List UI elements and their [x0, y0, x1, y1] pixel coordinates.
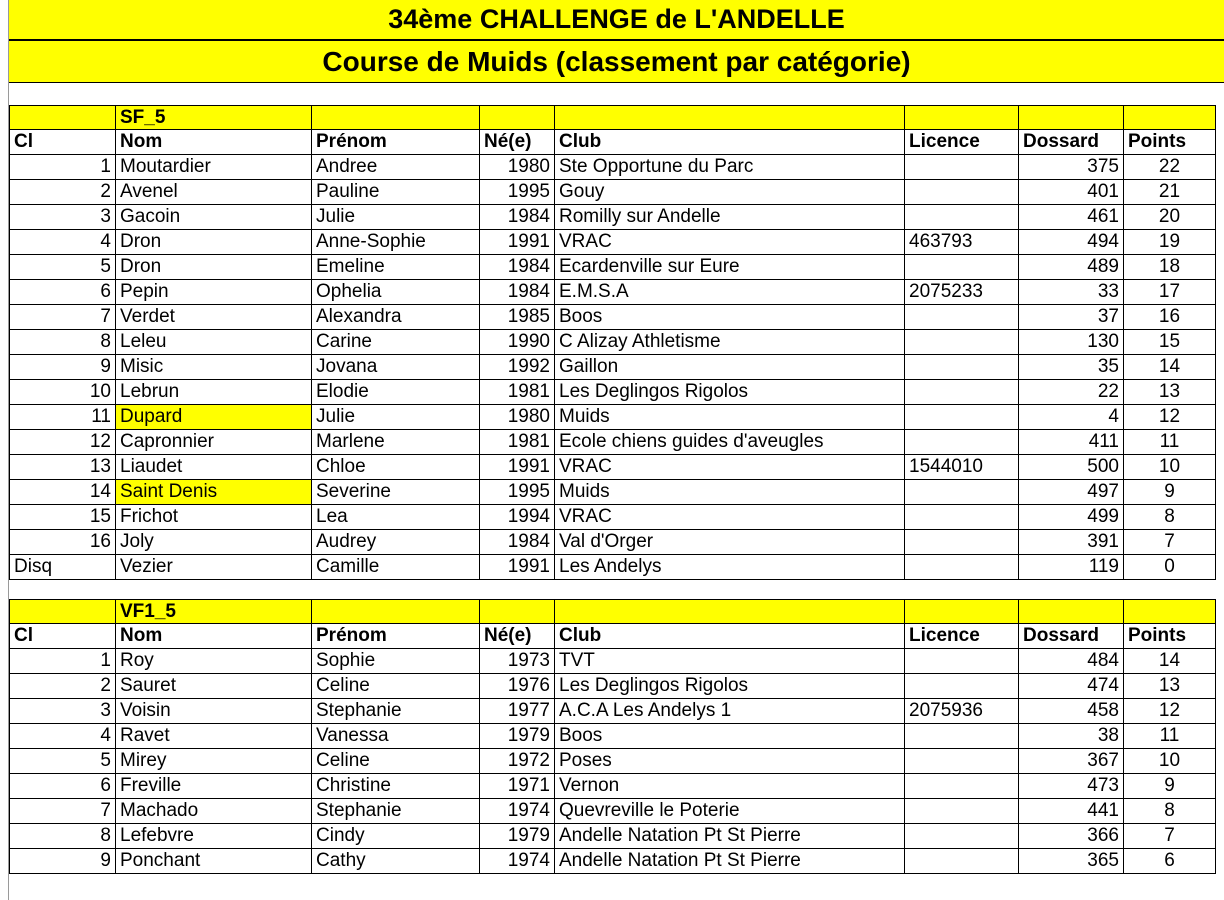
- page-subtitle[interactable]: Course de Muids (classement par catégorie): [9, 41, 1224, 83]
- cell-points[interactable]: 12: [1124, 699, 1216, 724]
- cell-licence[interactable]: [905, 380, 1019, 405]
- cell-prenom[interactable]: Lea: [312, 505, 480, 530]
- cell-nom[interactable]: Liaudet: [116, 455, 312, 480]
- cell-points[interactable]: 8: [1124, 799, 1216, 824]
- cell-dossard[interactable]: 473: [1019, 774, 1124, 799]
- table-row: [10, 180, 1216, 205]
- cell-nom[interactable]: Leleu: [116, 330, 312, 355]
- cell-licence[interactable]: [905, 724, 1019, 749]
- blank-row[interactable]: [9, 83, 1224, 105]
- table-row: [10, 674, 1216, 699]
- header-prenom[interactable]: Prénom: [312, 624, 480, 649]
- cell-cl[interactable]: 8: [10, 824, 116, 849]
- cell-points[interactable]: 0: [1124, 555, 1216, 580]
- cell-nom[interactable]: Dron: [116, 230, 312, 255]
- cell-cl[interactable]: 5: [10, 749, 116, 774]
- header-dossard[interactable]: Dossard: [1019, 624, 1124, 649]
- cell-ne[interactable]: 1990: [480, 330, 555, 355]
- table-row: [10, 430, 1216, 455]
- results-table: [9, 105, 1216, 580]
- table-row: [10, 649, 1216, 674]
- cell-cl[interactable]: 1: [10, 649, 116, 674]
- header-licence[interactable]: Licence: [905, 130, 1019, 155]
- cell-nom[interactable]: Avenel: [116, 180, 312, 205]
- cell-club[interactable]: Andelle Natation Pt St Pierre: [555, 824, 905, 849]
- cell-ne[interactable]: 1973: [480, 649, 555, 674]
- table-row: [10, 205, 1216, 230]
- cell-dossard[interactable]: 366: [1019, 824, 1124, 849]
- cell-licence[interactable]: [905, 405, 1019, 430]
- cell-nom[interactable]: Saint Denis: [116, 480, 312, 505]
- cell-prenom[interactable]: Emeline: [312, 255, 480, 280]
- cell-ne[interactable]: 1991: [480, 555, 555, 580]
- cell-club[interactable]: Muids: [555, 405, 905, 430]
- cell-club[interactable]: Boos: [555, 724, 905, 749]
- cell-cl[interactable]: 4: [10, 230, 116, 255]
- category-cell[interactable]: [905, 600, 1019, 624]
- cell-points[interactable]: 10: [1124, 455, 1216, 480]
- header-row: [10, 624, 1216, 649]
- cell-club[interactable]: Gouy: [555, 180, 905, 205]
- cell-prenom[interactable]: Camille: [312, 555, 480, 580]
- header-club[interactable]: Club: [555, 130, 905, 155]
- cell-nom[interactable]: Misic: [116, 355, 312, 380]
- cell-dossard[interactable]: 401: [1019, 180, 1124, 205]
- cell-points[interactable]: 11: [1124, 430, 1216, 455]
- cell-nom[interactable]: Pepin: [116, 280, 312, 305]
- cell-points[interactable]: 20: [1124, 205, 1216, 230]
- table-row: [10, 230, 1216, 255]
- header-prenom[interactable]: Prénom: [312, 130, 480, 155]
- cell-club[interactable]: Ste Opportune du Parc: [555, 155, 905, 180]
- table-row: [10, 699, 1216, 724]
- cell-ne[interactable]: 1981: [480, 430, 555, 455]
- cell-club[interactable]: VRAC: [555, 455, 905, 480]
- cell-cl[interactable]: 2: [10, 674, 116, 699]
- category-cell[interactable]: [1019, 600, 1124, 624]
- cell-points[interactable]: 15: [1124, 330, 1216, 355]
- cell-cl[interactable]: 1: [10, 155, 116, 180]
- cell-club[interactable]: E.M.S.A: [555, 280, 905, 305]
- cell-ne[interactable]: 1984: [480, 530, 555, 555]
- cell-licence[interactable]: [905, 155, 1019, 180]
- cell-prenom[interactable]: Stephanie: [312, 799, 480, 824]
- cell-licence[interactable]: [905, 674, 1019, 699]
- category-cell[interactable]: [1019, 106, 1124, 130]
- cell-points[interactable]: 12: [1124, 405, 1216, 430]
- cell-points[interactable]: 16: [1124, 305, 1216, 330]
- cell-cl[interactable]: 11: [10, 405, 116, 430]
- category-cell[interactable]: [10, 106, 116, 130]
- cell-ne[interactable]: 1984: [480, 255, 555, 280]
- table-row: [10, 405, 1216, 430]
- cell-prenom[interactable]: Christine: [312, 774, 480, 799]
- cell-club[interactable]: Vernon: [555, 774, 905, 799]
- category-cell[interactable]: [480, 106, 555, 130]
- table-row: [10, 480, 1216, 505]
- cell-nom[interactable]: Frichot: [116, 505, 312, 530]
- header-ne[interactable]: Né(e): [480, 624, 555, 649]
- cell-ne[interactable]: 1985: [480, 305, 555, 330]
- category-cell[interactable]: [1124, 106, 1216, 130]
- cell-dossard[interactable]: 38: [1019, 724, 1124, 749]
- cell-nom[interactable]: Roy: [116, 649, 312, 674]
- category-cell[interactable]: [480, 600, 555, 624]
- cell-ne[interactable]: 1974: [480, 849, 555, 874]
- cell-ne[interactable]: 1979: [480, 724, 555, 749]
- cell-ne[interactable]: 1976: [480, 674, 555, 699]
- cell-ne[interactable]: 1977: [480, 699, 555, 724]
- cell-licence[interactable]: 2075936: [905, 699, 1019, 724]
- table-row: [10, 380, 1216, 405]
- cell-points[interactable]: 13: [1124, 380, 1216, 405]
- cell-prenom[interactable]: Julie: [312, 205, 480, 230]
- cell-club[interactable]: Les Andelys: [555, 555, 905, 580]
- cell-licence[interactable]: [905, 649, 1019, 674]
- table-row: [10, 530, 1216, 555]
- cell-prenom[interactable]: Celine: [312, 674, 480, 699]
- cell-club[interactable]: Les Deglingos Rigolos: [555, 380, 905, 405]
- header-club[interactable]: Club: [555, 624, 905, 649]
- cell-nom[interactable]: Moutardier: [116, 155, 312, 180]
- table-row: [10, 280, 1216, 305]
- cell-points[interactable]: 13: [1124, 674, 1216, 699]
- cell-ne[interactable]: 1991: [480, 455, 555, 480]
- header-points[interactable]: Points: [1124, 624, 1216, 649]
- cell-licence[interactable]: [905, 849, 1019, 874]
- cell-nom[interactable]: Lebrun: [116, 380, 312, 405]
- table-row: [10, 455, 1216, 480]
- cell-cl[interactable]: 15: [10, 505, 116, 530]
- cell-ne[interactable]: 1980: [480, 405, 555, 430]
- header-nom[interactable]: Nom: [116, 130, 312, 155]
- cell-licence[interactable]: [905, 799, 1019, 824]
- cell-licence[interactable]: [905, 205, 1019, 230]
- cell-nom[interactable]: Gacoin: [116, 205, 312, 230]
- cell-nom[interactable]: Vezier: [116, 555, 312, 580]
- cell-prenom[interactable]: Julie: [312, 405, 480, 430]
- cell-dossard[interactable]: 35: [1019, 355, 1124, 380]
- category-cell[interactable]: [10, 600, 116, 624]
- cell-dossard[interactable]: 494: [1019, 230, 1124, 255]
- cell-nom[interactable]: Voisin: [116, 699, 312, 724]
- cell-prenom[interactable]: Sophie: [312, 649, 480, 674]
- cell-club[interactable]: TVT: [555, 649, 905, 674]
- cell-cl[interactable]: 7: [10, 799, 116, 824]
- cell-nom[interactable]: Dron: [116, 255, 312, 280]
- cell-club[interactable]: Quevreville le Poterie: [555, 799, 905, 824]
- cell-dossard[interactable]: 22: [1019, 380, 1124, 405]
- cell-points[interactable]: 9: [1124, 774, 1216, 799]
- cell-dossard[interactable]: 37: [1019, 305, 1124, 330]
- cell-points[interactable]: 7: [1124, 530, 1216, 555]
- cell-prenom[interactable]: Elodie: [312, 380, 480, 405]
- cell-dossard[interactable]: 500: [1019, 455, 1124, 480]
- cell-ne[interactable]: 1981: [480, 380, 555, 405]
- table-row: [10, 355, 1216, 380]
- cell-prenom[interactable]: Cathy: [312, 849, 480, 874]
- cell-nom[interactable]: Verdet: [116, 305, 312, 330]
- category-cell[interactable]: [555, 600, 905, 624]
- page-title[interactable]: 34ème CHALLENGE de L'ANDELLE: [9, 0, 1224, 41]
- cell-cl[interactable]: 9: [10, 355, 116, 380]
- cell-club[interactable]: Val d'Orger: [555, 530, 905, 555]
- cell-cl[interactable]: 3: [10, 699, 116, 724]
- cell-licence[interactable]: 463793: [905, 230, 1019, 255]
- category-cell[interactable]: [312, 106, 480, 130]
- table-row: [10, 799, 1216, 824]
- cell-club[interactable]: Ecardenville sur Eure: [555, 255, 905, 280]
- cell-club[interactable]: Poses: [555, 749, 905, 774]
- category-label[interactable]: VF1_5: [116, 600, 312, 624]
- cell-cl[interactable]: 4: [10, 724, 116, 749]
- table-row: [10, 774, 1216, 799]
- cell-licence[interactable]: [905, 430, 1019, 455]
- cell-club[interactable]: Boos: [555, 305, 905, 330]
- cell-nom[interactable]: Capronnier: [116, 430, 312, 455]
- cell-cl[interactable]: 7: [10, 305, 116, 330]
- category-row: [10, 600, 1216, 624]
- table-row: [10, 824, 1216, 849]
- cell-licence[interactable]: [905, 555, 1019, 580]
- cell-licence[interactable]: [905, 305, 1019, 330]
- cell-points[interactable]: 11: [1124, 724, 1216, 749]
- cell-dossard[interactable]: 375: [1019, 155, 1124, 180]
- cell-cl[interactable]: 14: [10, 480, 116, 505]
- cell-dossard[interactable]: 489: [1019, 255, 1124, 280]
- cell-dossard[interactable]: 367: [1019, 749, 1124, 774]
- header-licence[interactable]: Licence: [905, 624, 1019, 649]
- cell-ne[interactable]: 1995: [480, 480, 555, 505]
- cell-prenom[interactable]: Marlene: [312, 430, 480, 455]
- cell-cl[interactable]: 9: [10, 849, 116, 874]
- cell-nom[interactable]: Dupard: [116, 405, 312, 430]
- cell-prenom[interactable]: Jovana: [312, 355, 480, 380]
- cell-prenom[interactable]: Cindy: [312, 824, 480, 849]
- cell-ne[interactable]: 1972: [480, 749, 555, 774]
- cell-cl[interactable]: 6: [10, 280, 116, 305]
- header-nom[interactable]: Nom: [116, 624, 312, 649]
- cell-ne[interactable]: 1979: [480, 824, 555, 849]
- cell-prenom[interactable]: Stephanie: [312, 699, 480, 724]
- cell-points[interactable]: 14: [1124, 649, 1216, 674]
- cell-dossard[interactable]: 411: [1019, 430, 1124, 455]
- cell-points[interactable]: 18: [1124, 255, 1216, 280]
- cell-club[interactable]: Andelle Natation Pt St Pierre: [555, 849, 905, 874]
- cell-points[interactable]: 19: [1124, 230, 1216, 255]
- cell-cl[interactable]: 10: [10, 380, 116, 405]
- cell-prenom[interactable]: Andree: [312, 155, 480, 180]
- row-header-gutter: [0, 0, 9, 900]
- results-sections: [9, 105, 1224, 874]
- cell-licence[interactable]: [905, 530, 1019, 555]
- cell-dossard[interactable]: 497: [1019, 480, 1124, 505]
- table-row: [10, 724, 1216, 749]
- category-cell[interactable]: [312, 600, 480, 624]
- cell-licence[interactable]: [905, 480, 1019, 505]
- cell-dossard[interactable]: 4: [1019, 405, 1124, 430]
- blank-row[interactable]: [9, 580, 1224, 599]
- cell-points[interactable]: 17: [1124, 280, 1216, 305]
- results-table: [9, 599, 1216, 874]
- cell-ne[interactable]: 1994: [480, 505, 555, 530]
- cell-club[interactable]: Les Deglingos Rigolos: [555, 674, 905, 699]
- cell-prenom[interactable]: Severine: [312, 480, 480, 505]
- header-ne[interactable]: Né(e): [480, 130, 555, 155]
- table-row: [10, 330, 1216, 355]
- cell-prenom[interactable]: Anne-Sophie: [312, 230, 480, 255]
- cell-prenom[interactable]: Chloe: [312, 455, 480, 480]
- category-row: [10, 106, 1216, 130]
- cell-licence[interactable]: [905, 255, 1019, 280]
- cell-ne[interactable]: 1995: [480, 180, 555, 205]
- header-cl[interactable]: Cl: [10, 624, 116, 649]
- cell-dossard[interactable]: 458: [1019, 699, 1124, 724]
- cell-club[interactable]: VRAC: [555, 505, 905, 530]
- cell-club[interactable]: Gaillon: [555, 355, 905, 380]
- category-cell[interactable]: [905, 106, 1019, 130]
- header-cl[interactable]: Cl: [10, 130, 116, 155]
- cell-points[interactable]: 8: [1124, 505, 1216, 530]
- table-row: [10, 849, 1216, 874]
- cell-points[interactable]: 10: [1124, 749, 1216, 774]
- cell-licence[interactable]: [905, 355, 1019, 380]
- cell-nom[interactable]: Sauret: [116, 674, 312, 699]
- cell-points[interactable]: 6: [1124, 849, 1216, 874]
- cell-cl[interactable]: 13: [10, 455, 116, 480]
- header-dossard[interactable]: Dossard: [1019, 130, 1124, 155]
- category-label[interactable]: SF_5: [116, 106, 312, 130]
- header-points[interactable]: Points: [1124, 130, 1216, 155]
- cell-licence[interactable]: [905, 774, 1019, 799]
- cell-nom[interactable]: Joly: [116, 530, 312, 555]
- cell-nom[interactable]: Lefebvre: [116, 824, 312, 849]
- cell-ne[interactable]: 1971: [480, 774, 555, 799]
- cell-prenom[interactable]: Carine: [312, 330, 480, 355]
- cell-dossard[interactable]: 461: [1019, 205, 1124, 230]
- cell-ne[interactable]: 1984: [480, 280, 555, 305]
- table-row: [10, 749, 1216, 774]
- cell-cl[interactable]: Disq: [10, 555, 116, 580]
- cell-cl[interactable]: 2: [10, 180, 116, 205]
- cell-cl[interactable]: 5: [10, 255, 116, 280]
- cell-dossard[interactable]: 441: [1019, 799, 1124, 824]
- cell-prenom[interactable]: Celine: [312, 749, 480, 774]
- cell-ne[interactable]: 1980: [480, 155, 555, 180]
- table-row: [10, 555, 1216, 580]
- category-cell[interactable]: [555, 106, 905, 130]
- cell-points[interactable]: 9: [1124, 480, 1216, 505]
- cell-dossard[interactable]: 499: [1019, 505, 1124, 530]
- cell-cl[interactable]: 12: [10, 430, 116, 455]
- cell-points[interactable]: 22: [1124, 155, 1216, 180]
- spreadsheet: [9, 0, 1224, 874]
- cell-prenom[interactable]: Ophelia: [312, 280, 480, 305]
- cell-ne[interactable]: 1974: [480, 799, 555, 824]
- cell-points[interactable]: 7: [1124, 824, 1216, 849]
- cell-club[interactable]: A.C.A Les Andelys 1: [555, 699, 905, 724]
- cell-points[interactable]: 21: [1124, 180, 1216, 205]
- cell-dossard[interactable]: 391: [1019, 530, 1124, 555]
- table-row: [10, 305, 1216, 330]
- cell-nom[interactable]: Ravet: [116, 724, 312, 749]
- cell-dossard[interactable]: 33: [1019, 280, 1124, 305]
- category-cell[interactable]: [1124, 600, 1216, 624]
- cell-nom[interactable]: Ponchant: [116, 849, 312, 874]
- cell-prenom[interactable]: Vanessa: [312, 724, 480, 749]
- cell-licence[interactable]: 2075233: [905, 280, 1019, 305]
- cell-club[interactable]: Romilly sur Andelle: [555, 205, 905, 230]
- cell-club[interactable]: Muids: [555, 480, 905, 505]
- cell-prenom[interactable]: Pauline: [312, 180, 480, 205]
- cell-licence[interactable]: [905, 330, 1019, 355]
- cell-ne[interactable]: 1984: [480, 205, 555, 230]
- table-row: [10, 505, 1216, 530]
- cell-dossard[interactable]: 365: [1019, 849, 1124, 874]
- header-row: [10, 130, 1216, 155]
- cell-dossard[interactable]: 474: [1019, 674, 1124, 699]
- cell-ne[interactable]: 1992: [480, 355, 555, 380]
- cell-club[interactable]: C Alizay Athletisme: [555, 330, 905, 355]
- cell-licence[interactable]: [905, 505, 1019, 530]
- cell-licence[interactable]: [905, 180, 1019, 205]
- cell-nom[interactable]: Mirey: [116, 749, 312, 774]
- cell-cl[interactable]: 6: [10, 774, 116, 799]
- cell-dossard[interactable]: 119: [1019, 555, 1124, 580]
- cell-licence[interactable]: 1544010: [905, 455, 1019, 480]
- cell-dossard[interactable]: 130: [1019, 330, 1124, 355]
- cell-cl[interactable]: 3: [10, 205, 116, 230]
- cell-dossard[interactable]: 484: [1019, 649, 1124, 674]
- cell-ne[interactable]: 1991: [480, 230, 555, 255]
- cell-club[interactable]: Ecole chiens guides d'aveugles: [555, 430, 905, 455]
- cell-points[interactable]: 14: [1124, 355, 1216, 380]
- cell-prenom[interactable]: Audrey: [312, 530, 480, 555]
- cell-licence[interactable]: [905, 824, 1019, 849]
- cell-nom[interactable]: Machado: [116, 799, 312, 824]
- cell-club[interactable]: VRAC: [555, 230, 905, 255]
- table-row: [10, 155, 1216, 180]
- cell-cl[interactable]: 16: [10, 530, 116, 555]
- cell-prenom[interactable]: Alexandra: [312, 305, 480, 330]
- table-row: [10, 255, 1216, 280]
- cell-cl[interactable]: 8: [10, 330, 116, 355]
- cell-licence[interactable]: [905, 749, 1019, 774]
- cell-nom[interactable]: Freville: [116, 774, 312, 799]
